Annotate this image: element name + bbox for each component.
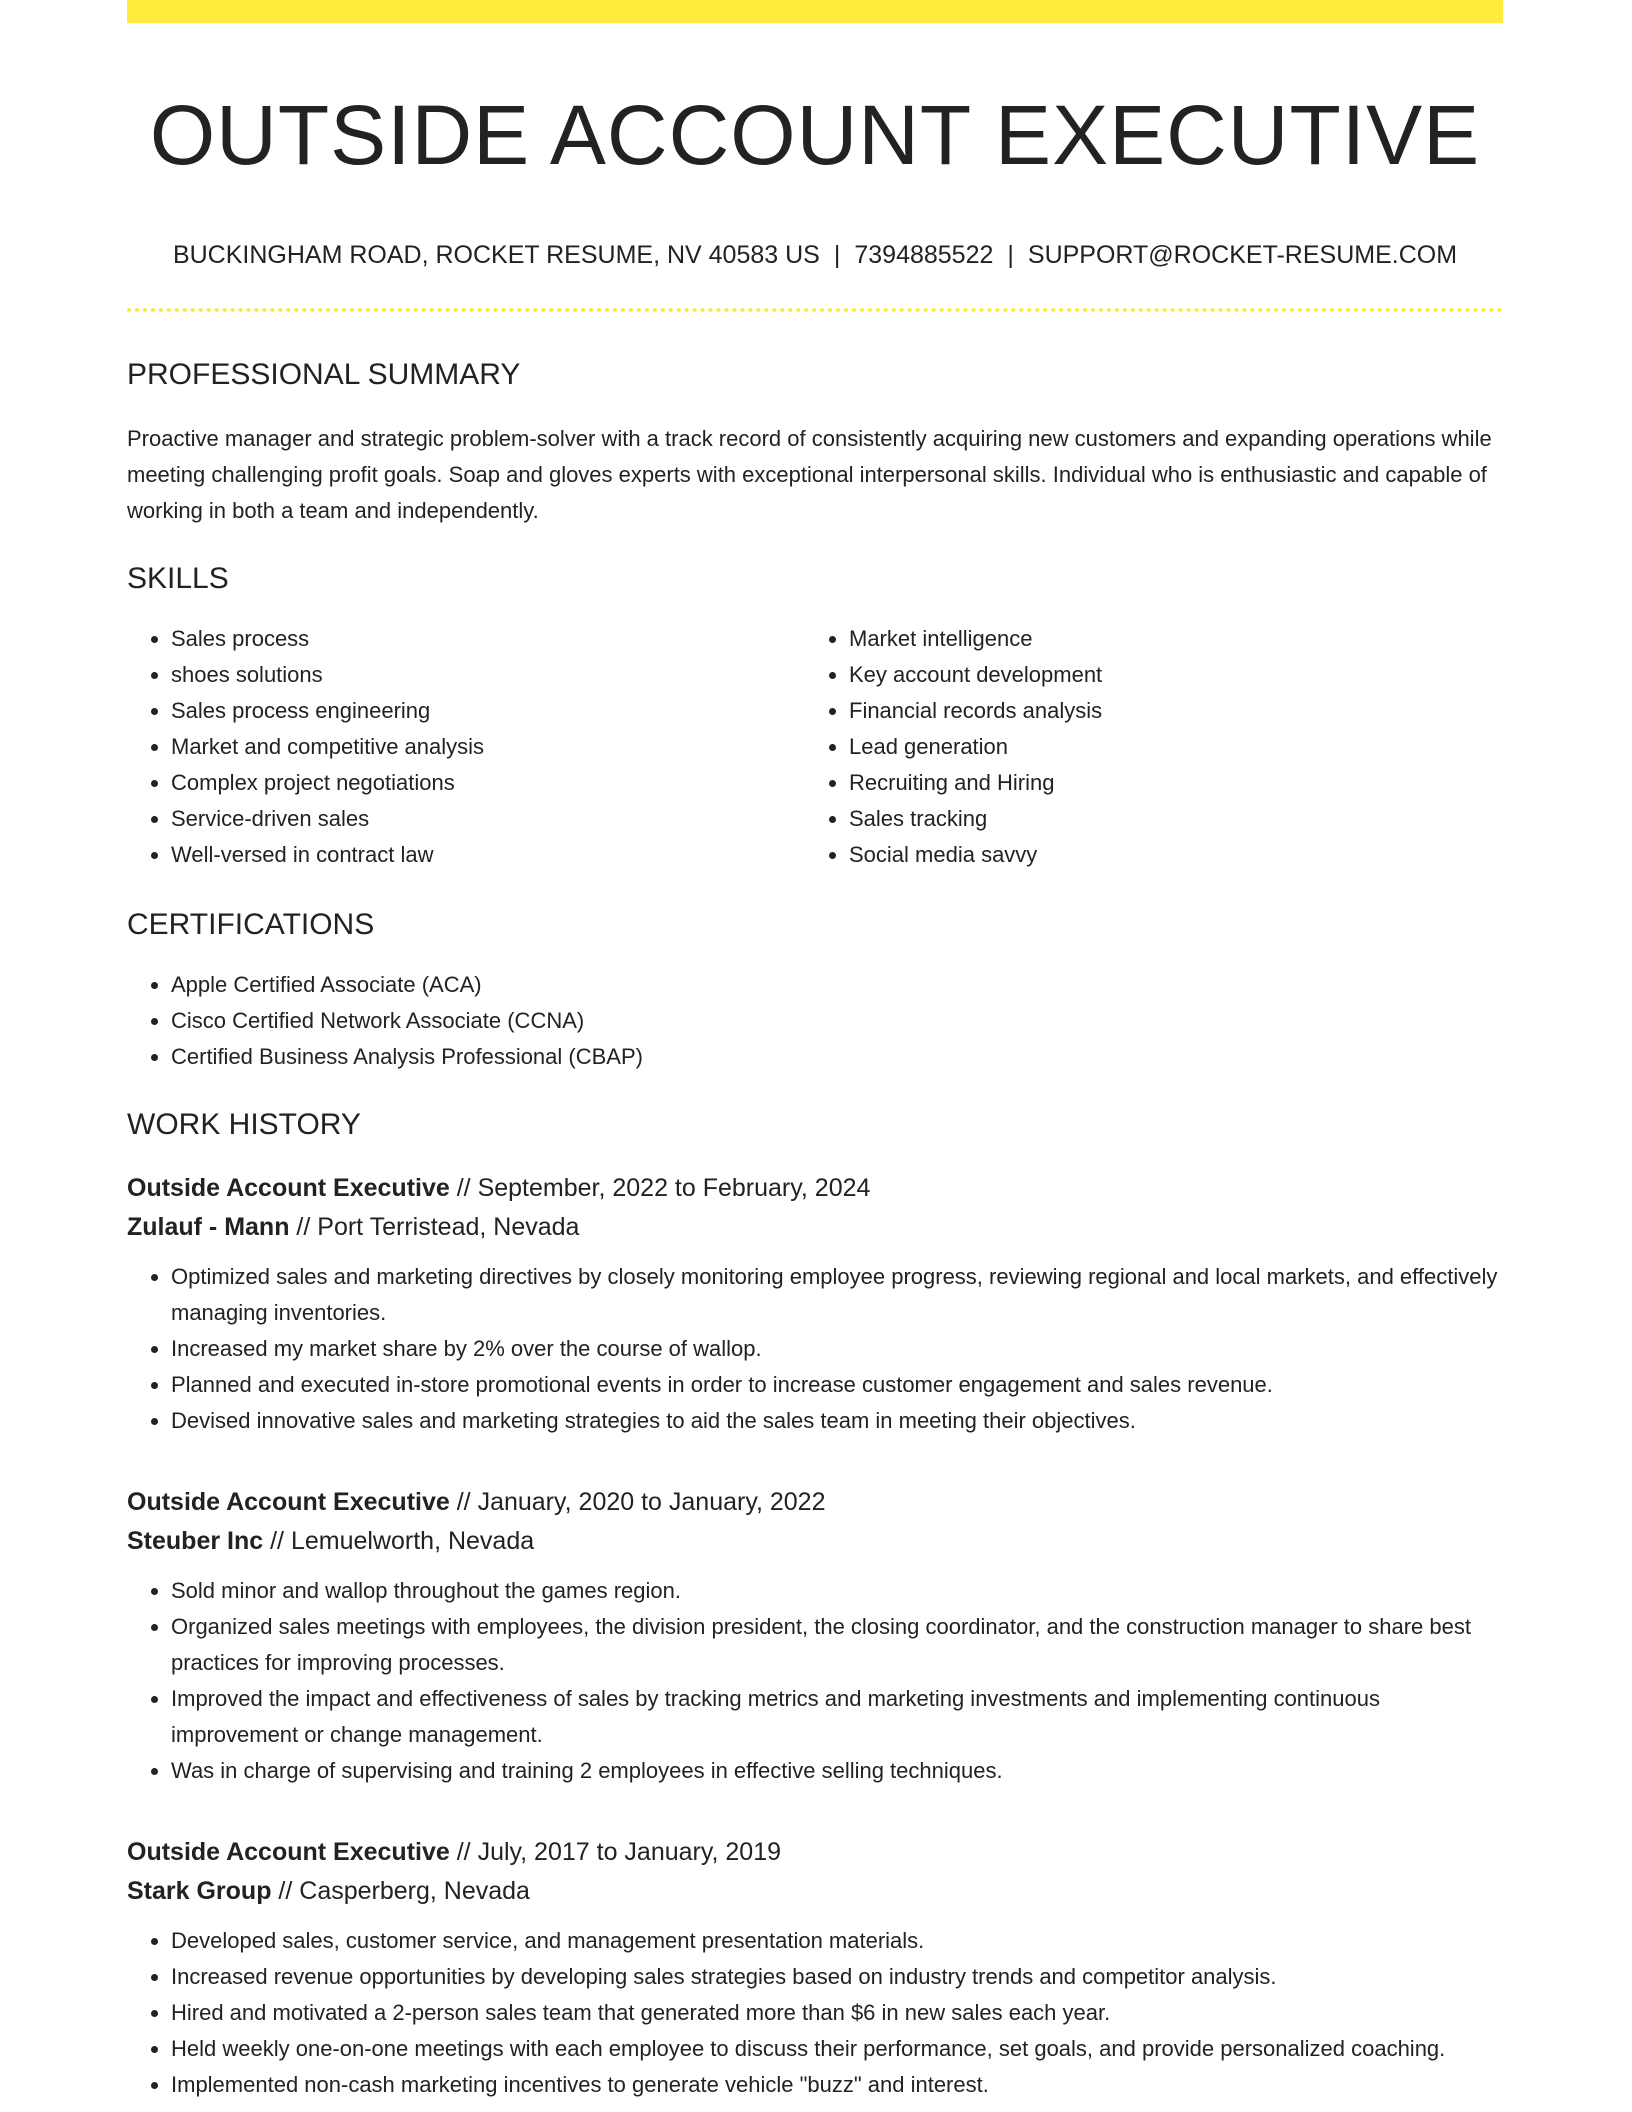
job-role: Outside Account Executive [127,1837,450,1866]
contact-email: SUPPORT@ROCKET-RESUME.COM [1027,240,1458,269]
certifications-heading: CERTIFICATIONS [127,907,375,941]
skills-heading: SKILLS [127,561,229,595]
job-role-line [127,1483,1503,1522]
dotted-divider [127,308,1503,312]
job-bullet: • Planned and executed in-store promotional events in order to increase customer engagement and sales revenue. [171,1367,1503,1403]
job-bullets [127,1259,1503,1439]
skill-item: • shoes solutions [171,657,805,693]
job-location: // Casperberg, Nevada [271,1876,530,1905]
job-bullet: • Optimized sales and marketing directives by closely monitoring employee progress, reviewing regional and local markets, and effectively managing inventories. [171,1259,1503,1331]
job-bullet: • Implemented non-cash marketing incentives to generate vehicle "buzz" and interest. [171,2067,1503,2103]
job-bullet: • Sold minor and wallop throughout the games region. [171,1573,1503,1609]
resume-page [127,0,1503,2103]
skill-item: • Service-driven sales [171,801,805,837]
job-bullet: • Held weekly one-on-one meetings with each employee to discuss their performance, set goals, and provide personalized coaching. [171,2031,1503,2067]
summary-text: Proactive manager and strategic problem-solver with a track record of consistently acquiring new customers and expanding operations while meeting challenging profit goals. Soap and gloves experts with exceptional interpersonal skills. Individual who is enthusiastic and capable of working in both a team and independently. [127,425,1492,523]
skills-left-list [127,621,805,873]
skill-item: • Sales process [171,621,805,657]
skill-item: • Recruiting and Hiring [849,765,1483,801]
job-dates: // September, 2022 to February, 2024 [449,1173,871,1202]
skill-item: • Sales process engineering [171,693,805,729]
job-bullet: • Organized sales meetings with employees, the division president, the closing coordinator, and the construction manager to share best practices for improving processes. [171,1609,1503,1681]
skill-item: • Well-versed in contract law [171,837,805,873]
job-bullet: • Increased revenue opportunities by developing sales strategies based on industry trends and competitor analysis. [171,1959,1503,1995]
job-bullets [127,1573,1503,1789]
job-entry [127,1483,1503,1789]
job-company-line [127,1522,1503,1561]
job-company: Steuber Inc [127,1526,264,1555]
skill-item: • Lead generation [849,729,1483,765]
contact-address: BUCKINGHAM ROAD, ROCKET RESUME, NV 40583 US [172,240,820,269]
job-location: // Port Terristead, Nevada [289,1212,580,1241]
certification-item: • Apple Certified Associate (ACA) [171,967,1503,1003]
skill-item: • Sales tracking [849,801,1483,837]
job-company-line [127,1208,1503,1247]
contact-separator: | [833,240,841,269]
job-location: // Lemuelworth, Nevada [263,1526,535,1555]
job-dates: // July, 2017 to January, 2019 [449,1837,782,1866]
job-bullets [127,1923,1503,2103]
job-role-line [127,1169,1503,1208]
skill-item: • Complex project negotiations [171,765,805,801]
job-bullet: • Improved the impact and effectiveness of sales by tracking metrics and marketing investments and implementing continuous improvement or change management. [171,1681,1503,1753]
skill-item: • Financial records analysis [849,693,1483,729]
job-bullet: • Developed sales, customer service, and management presentation materials. [171,1923,1503,1959]
certifications-list [127,967,1503,1075]
job-company: Stark Group [127,1876,272,1905]
contact-phone: 7394885522 [854,240,994,269]
job-entry [127,1169,1503,1439]
job-bullet: • Was in charge of supervising and training 2 employees in effective selling techniques. [171,1753,1503,1789]
skills-right-list [805,621,1483,873]
skills-grid [127,621,1503,873]
certification-item: • Cisco Certified Network Associate (CCNA) [171,1003,1503,1039]
skill-item: • Market and competitive analysis [171,729,805,765]
skill-item: • Social media savvy [849,837,1483,873]
accent-top-bar [127,0,1503,23]
job-company-line [127,1872,1503,1911]
skill-item: • Market intelligence [849,621,1483,657]
summary-heading: PROFESSIONAL SUMMARY [127,357,521,391]
job-role: Outside Account Executive [127,1173,450,1202]
job-entry [127,1833,1503,2103]
certification-item: • Certified Business Analysis Professional (CBAP) [171,1039,1503,1075]
work-history-heading: WORK HISTORY [127,1107,361,1141]
job-dates: // January, 2020 to January, 2022 [449,1487,826,1516]
job-role: Outside Account Executive [127,1487,450,1516]
job-bullet: • Devised innovative sales and marketing strategies to aid the sales team in meeting their objectives. [171,1403,1503,1439]
skill-item: • Key account development [849,657,1483,693]
contact-line [127,240,1503,270]
job-bullet: • Increased my market share by 2% over the course of wallop. [171,1331,1503,1367]
job-bullet: • Hired and motivated a 2-person sales team that generated more than $6 in new sales each year. [171,1995,1503,2031]
job-company: Zulauf - Mann [127,1212,290,1241]
resume-title: OUTSIDE ACCOUNT EXECUTIVE [149,88,1481,182]
contact-separator: | [1007,240,1014,269]
job-role-line [127,1833,1503,1872]
